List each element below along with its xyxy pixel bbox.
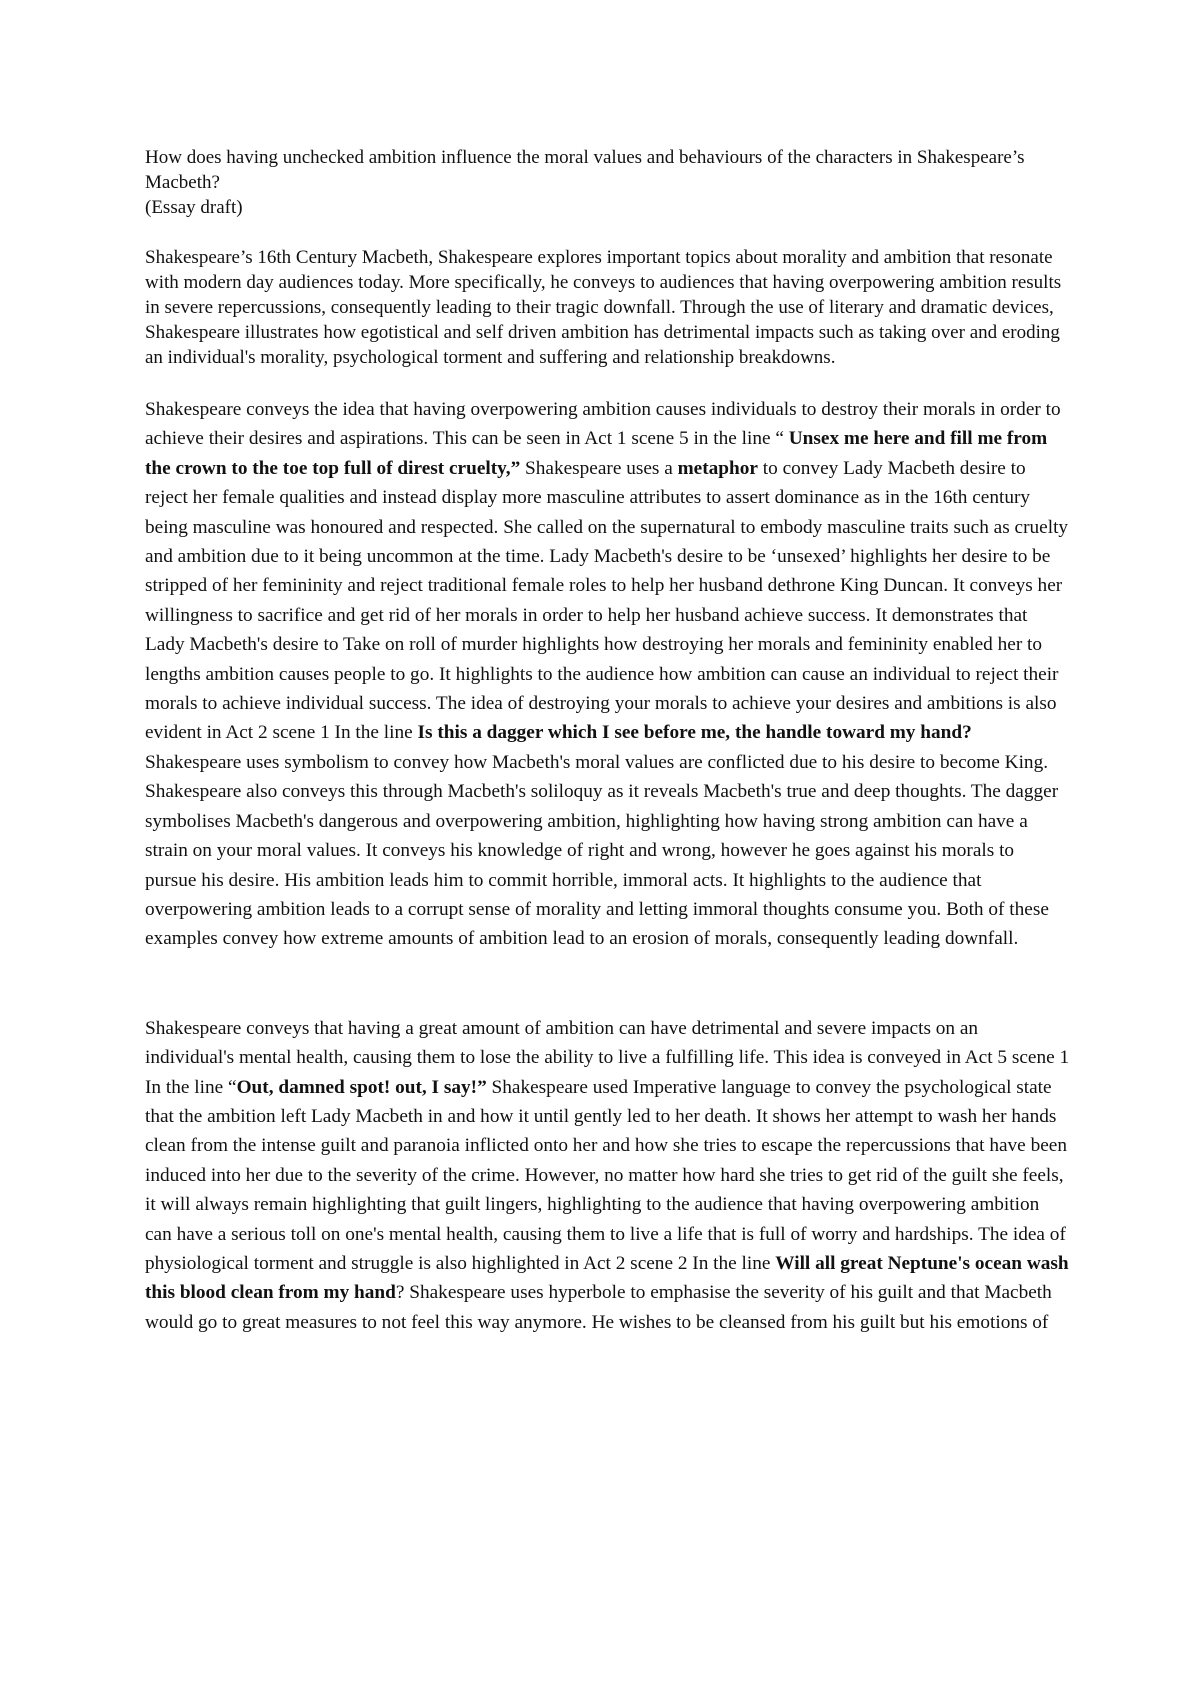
body-paragraph-mental-health xyxy=(145,1014,1070,1337)
paragraph-text: ? Shakespeare uses hyperbole to emphasise the severity of his guilt and that Macbeth would go to great measures to not feel this way anymore. He wishes to be cleansed from his guilt but his emotions of xyxy=(145,1282,1052,1333)
paragraph-text: Shakespeare conveys the idea that having overpowering ambition causes individuals to destroy their morals in order to achieve their desires and aspirations. This can be seen in Act 1 scene 5 in the line “ xyxy=(145,399,1061,450)
paragraph-text: Shakespeare used Imperative language to convey the psychological state that the ambition left Lady Macbeth in and how it until gently led to her death. It shows her attempt to wash her hands clean from the intense guilt and paranoia inflicted onto her and how she tries to escape the repercussions that have been induced into her due to the severity of the crime. However, no matter how hard she tries to get rid of the guilt she feels, it will always remain highlighting that guilt lingers, highlighting to the audience that having overpowering ambition can have a serious toll on one's mental health, causing them to live a life that is full of worry and hardships. The idea of physiological torment and struggle is also highlighted in Act 2 scene 2 In the line xyxy=(145,1076,1067,1274)
introduction-paragraph: Shakespeare’s 16th Century Macbeth, Shakespeare explores important topics about morality and ambition that resonate with modern day audiences today. More specifically, he conveys to audiences that having overpowering ambition results in severe repercussions, consequently leading to their tragic downfall. Through the use of literary and dramatic devices, Shakespeare illustrates how egotistical and self driven ambition has detrimental impacts such as taking over and eroding an individual's morality, psychological torment and suffering and relationship breakdowns. xyxy=(145,247,1062,368)
essay-title-block xyxy=(145,145,1070,220)
essay-subtitle: (Essay draft) xyxy=(145,197,243,218)
essay-question: How does having unchecked ambition influence the moral values and behaviours of the characters in Shakespeare’s Macbeth? xyxy=(145,147,1025,193)
document-page xyxy=(145,145,1070,1337)
quote-unsex-me-here: Unsex me here and fill me from the crown to the toe top full of direst cruelty,” xyxy=(145,428,1048,479)
paragraph-text: Shakespeare conveys that having a great amount of ambition can have detrimental and severe impacts on an individual's mental health, causing them to lose the ability to live a fulfilling life. This idea is conveyed in Act 5 scene 1 In the line “ xyxy=(145,1017,1070,1098)
term-metaphor: metaphor xyxy=(677,457,758,479)
paragraph-text: to convey Lady Macbeth desire to reject her female qualities and instead display more masculine attributes to assert dominance as in the 16th century being masculine was honoured and respected. She called on the supernatural to embody masculine traits such as cruelty and ambition due to it being uncommon at the time. Lady Macbeth's desire to be ‘unsexed’ highlights her desire to be stripped of her femininity and reject traditional female roles to help her husband dethrone King Duncan. It conveys her willingness to sacrifice and get rid of her morals in order to help her husband achieve success. It demonstrates that Lady Macbeth's desire to Take on roll of murder highlights how destroying her morals and femininity enabled her to lengths ambition causes people to go. It highlights to the audience how ambition can cause an individual to reject their morals to achieve individual success. The idea of destroying your morals to achieve your desires and ambitions is also evident in Act 2 scene 1 In the line xyxy=(145,457,1069,744)
paragraph-text: Shakespeare uses a xyxy=(520,457,678,479)
quote-dagger: Is this a dagger which I see before me, the handle toward my hand? xyxy=(417,722,972,744)
quote-neptunes-ocean: Will all great Neptune's ocean wash this blood clean from my hand xyxy=(145,1252,1069,1304)
quote-damned-spot: Out, damned spot! out, I say!” xyxy=(236,1076,487,1098)
paragraph-text: Shakespeare uses symbolism to convey how Macbeth's moral values are conflicted due to his desire to become King. Shakespeare also conveys this through Macbeth's soliloquy as it reveals Macbeth's true and deep thoughts. The dagger symbolises Macbeth's dangerous and overpowering ambition, highlighting how having strong ambition can have a strain on your moral values. It conveys his knowledge of right and wrong, however he goes against his morals to pursue his desire. His ambition leads him to commit horrible, immoral acts. It highlights to the audience that overpowering ambition leads to a corrupt sense of morality and letting immoral thoughts consume you. Both of these examples convey how extreme amounts of ambition lead to an erosion of morals, consequently leading downfall. xyxy=(145,751,1059,950)
body-paragraph-morality xyxy=(145,395,1070,954)
